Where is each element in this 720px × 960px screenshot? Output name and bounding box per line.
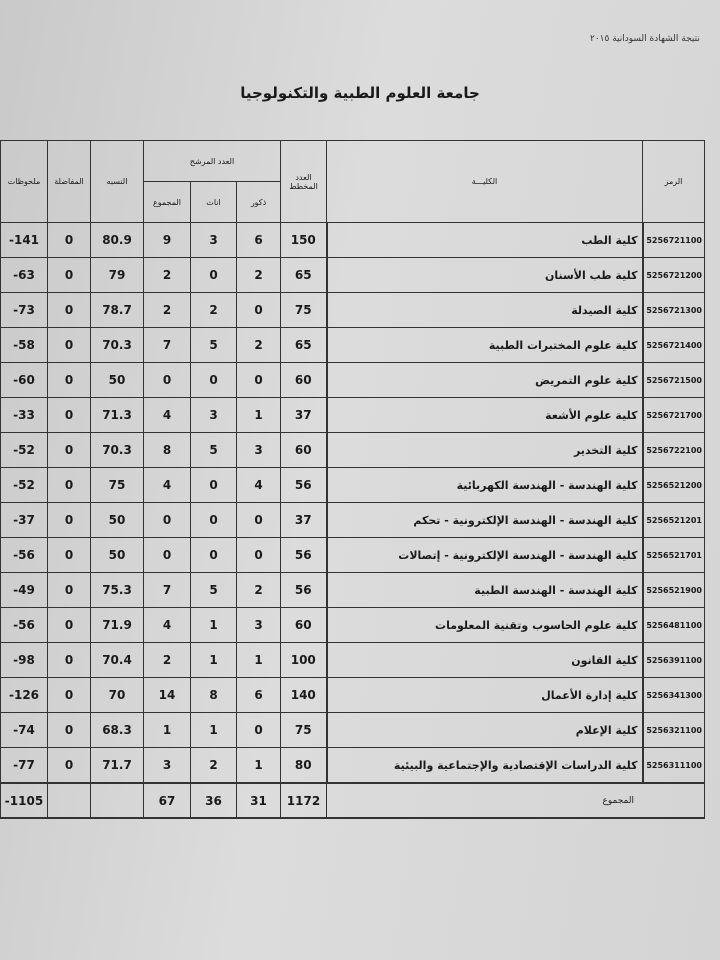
total-total: 67 <box>144 783 191 818</box>
cell-college: كلية الإعلام <box>327 713 643 748</box>
cell-female: 5 <box>191 573 237 608</box>
cell-code: 5256722100 <box>643 433 705 468</box>
cell-college: كلية الدراسات الإقتصادية والإجتماعية والبيئية <box>327 748 643 784</box>
cell-code: 5256521201 <box>643 503 705 538</box>
cell-percent: 70.3 <box>91 433 144 468</box>
cell-college: كلية طب الأسنان <box>327 258 643 293</box>
cell-tafadul: 0 <box>48 398 91 433</box>
cell-percent: 50 <box>91 363 144 398</box>
table-row <box>1 433 705 468</box>
cell-male: 0 <box>237 713 281 748</box>
cell-code: 5256321100 <box>643 713 705 748</box>
cell-code: 5256721500 <box>643 363 705 398</box>
cell-college: كلية علوم الحاسوب وتقنية المعلومات <box>327 608 643 643</box>
total-label: المجموع <box>327 783 705 818</box>
cell-percent: 78.7 <box>91 293 144 328</box>
cell-tafadul: 0 <box>48 363 91 398</box>
cell-male: 1 <box>237 748 281 784</box>
cell-male: 0 <box>237 363 281 398</box>
cell-tafadul: 0 <box>48 713 91 748</box>
cell-planned: 75 <box>281 713 327 748</box>
cell-code: 5256481100 <box>643 608 705 643</box>
cell-female: 8 <box>191 678 237 713</box>
header-nominated: العدد المرشح <box>144 141 281 182</box>
cell-planned: 75 <box>281 293 327 328</box>
cell-code: 5256721300 <box>643 293 705 328</box>
cell-notes: -126 <box>1 678 48 713</box>
cell-female: 0 <box>191 503 237 538</box>
cell-college: كلية الطب <box>327 223 643 258</box>
cell-total: 4 <box>144 608 191 643</box>
cell-percent: 79 <box>91 258 144 293</box>
cell-college: كلية إدارة الأعمال <box>327 678 643 713</box>
cell-notes: -33 <box>1 398 48 433</box>
cell-percent: 50 <box>91 538 144 573</box>
cell-total: 0 <box>144 538 191 573</box>
total-percent <box>91 783 144 818</box>
cell-female: 3 <box>191 223 237 258</box>
cell-notes: -49 <box>1 573 48 608</box>
cell-percent: 71.3 <box>91 398 144 433</box>
cell-college: كلية الهندسة - الهندسة الإلكترونية - تحكم <box>327 503 643 538</box>
cell-planned: 56 <box>281 573 327 608</box>
total-notes: -1105 <box>1 783 48 818</box>
cell-code: 5256721700 <box>643 398 705 433</box>
table-row <box>1 538 705 573</box>
cell-notes: -58 <box>1 328 48 363</box>
cell-female: 0 <box>191 538 237 573</box>
cell-male: 1 <box>237 398 281 433</box>
cell-notes: -52 <box>1 468 48 503</box>
cell-code: 5256341300 <box>643 678 705 713</box>
cell-notes: -73 <box>1 293 48 328</box>
cell-percent: 75 <box>91 468 144 503</box>
cell-planned: 37 <box>281 398 327 433</box>
table-row <box>1 363 705 398</box>
header-notes: ملحوظات <box>1 141 48 223</box>
table-row <box>1 678 705 713</box>
header-tafadul: المفاضلة <box>48 141 91 223</box>
table-row <box>1 328 705 363</box>
cell-college: كلية التخدير <box>327 433 643 468</box>
header-planned: العدد المخطط <box>281 141 327 223</box>
cell-male: 2 <box>237 573 281 608</box>
cell-total: 2 <box>144 643 191 678</box>
cell-code: 5256521900 <box>643 573 705 608</box>
cell-notes: -77 <box>1 748 48 784</box>
cell-female: 5 <box>191 433 237 468</box>
total-female: 36 <box>191 783 237 818</box>
cell-notes: -56 <box>1 538 48 573</box>
header-percent: النسبه <box>91 141 144 223</box>
cell-planned: 56 <box>281 468 327 503</box>
admissions-table <box>0 140 705 819</box>
cell-tafadul: 0 <box>48 433 91 468</box>
total-male: 31 <box>237 783 281 818</box>
header-female: اناث <box>191 182 237 223</box>
cell-tafadul: 0 <box>48 678 91 713</box>
cell-planned: 80 <box>281 748 327 784</box>
cell-total: 2 <box>144 258 191 293</box>
cell-code: 5256721100 <box>643 223 705 258</box>
cell-notes: -74 <box>1 713 48 748</box>
running-header: نتيجة الشهادة السودانية ٢٠١٥ <box>590 34 700 44</box>
cell-planned: 150 <box>281 223 327 258</box>
cell-tafadul: 0 <box>48 748 91 784</box>
cell-percent: 71.9 <box>91 608 144 643</box>
cell-notes: -141 <box>1 223 48 258</box>
table-row <box>1 503 705 538</box>
cell-tafadul: 0 <box>48 468 91 503</box>
cell-male: 3 <box>237 608 281 643</box>
cell-notes: -63 <box>1 258 48 293</box>
cell-notes: -37 <box>1 503 48 538</box>
cell-college: كلية علوم الأشعة <box>327 398 643 433</box>
cell-male: 6 <box>237 223 281 258</box>
cell-percent: 70 <box>91 678 144 713</box>
cell-total: 14 <box>144 678 191 713</box>
cell-code: 5256391100 <box>643 643 705 678</box>
table-row <box>1 608 705 643</box>
cell-total: 7 <box>144 573 191 608</box>
cell-percent: 68.3 <box>91 713 144 748</box>
cell-code: 5256721400 <box>643 328 705 363</box>
cell-planned: 65 <box>281 328 327 363</box>
cell-planned: 65 <box>281 258 327 293</box>
table-row <box>1 468 705 503</box>
cell-total: 4 <box>144 468 191 503</box>
cell-percent: 71.7 <box>91 748 144 784</box>
table-row <box>1 713 705 748</box>
cell-total: 8 <box>144 433 191 468</box>
table-row <box>1 748 705 784</box>
cell-percent: 70.3 <box>91 328 144 363</box>
cell-male: 1 <box>237 643 281 678</box>
cell-female: 2 <box>191 293 237 328</box>
cell-female: 0 <box>191 468 237 503</box>
cell-code: 5256521200 <box>643 468 705 503</box>
cell-female: 0 <box>191 258 237 293</box>
table-row <box>1 643 705 678</box>
cell-tafadul: 0 <box>48 573 91 608</box>
cell-female: 1 <box>191 713 237 748</box>
cell-planned: 140 <box>281 678 327 713</box>
cell-percent: 50 <box>91 503 144 538</box>
cell-college: كلية القانون <box>327 643 643 678</box>
cell-code: 5256521701 <box>643 538 705 573</box>
cell-planned: 56 <box>281 538 327 573</box>
table-row <box>1 573 705 608</box>
cell-total: 3 <box>144 748 191 784</box>
cell-college: كلية علوم التمريض <box>327 363 643 398</box>
cell-planned: 60 <box>281 608 327 643</box>
header-total: المجموع <box>144 182 191 223</box>
cell-college: كلية الهندسة - الهندسة الطبية <box>327 573 643 608</box>
cell-total: 0 <box>144 363 191 398</box>
cell-percent: 75.3 <box>91 573 144 608</box>
cell-code: 5256721200 <box>643 258 705 293</box>
cell-tafadul: 0 <box>48 538 91 573</box>
cell-college: كلية الهندسة - الهندسة الإلكترونية - إتصالات <box>327 538 643 573</box>
cell-percent: 80.9 <box>91 223 144 258</box>
cell-tafadul: 0 <box>48 223 91 258</box>
total-row <box>1 783 705 818</box>
cell-planned: 60 <box>281 363 327 398</box>
cell-female: 1 <box>191 608 237 643</box>
cell-total: 2 <box>144 293 191 328</box>
cell-female: 2 <box>191 748 237 784</box>
cell-female: 5 <box>191 328 237 363</box>
cell-female: 3 <box>191 398 237 433</box>
cell-male: 0 <box>237 293 281 328</box>
cell-planned: 100 <box>281 643 327 678</box>
header-code: الرمز <box>643 141 705 223</box>
table-row <box>1 398 705 433</box>
cell-male: 0 <box>237 538 281 573</box>
page-title: جامعة العلوم الطبية والتكنولوجيا <box>240 84 480 102</box>
table-row <box>1 258 705 293</box>
cell-college: كلية علوم المختبرات الطبية <box>327 328 643 363</box>
cell-tafadul: 0 <box>48 293 91 328</box>
cell-male: 2 <box>237 258 281 293</box>
cell-total: 4 <box>144 398 191 433</box>
cell-notes: -56 <box>1 608 48 643</box>
header-college: الكليـــة <box>327 141 643 223</box>
cell-male: 6 <box>237 678 281 713</box>
cell-male: 4 <box>237 468 281 503</box>
cell-tafadul: 0 <box>48 503 91 538</box>
cell-female: 0 <box>191 363 237 398</box>
cell-college: كلية الهندسة - الهندسة الكهربائية <box>327 468 643 503</box>
cell-notes: -52 <box>1 433 48 468</box>
cell-male: 2 <box>237 328 281 363</box>
cell-notes: -98 <box>1 643 48 678</box>
header-male: ذكور <box>237 182 281 223</box>
cell-total: 9 <box>144 223 191 258</box>
cell-total: 7 <box>144 328 191 363</box>
cell-tafadul: 0 <box>48 258 91 293</box>
cell-total: 0 <box>144 503 191 538</box>
cell-tafadul: 0 <box>48 328 91 363</box>
cell-notes: -60 <box>1 363 48 398</box>
cell-code: 5256311100 <box>643 748 705 784</box>
cell-male: 3 <box>237 433 281 468</box>
total-planned: 1172 <box>281 783 327 818</box>
total-tafadul <box>48 783 91 818</box>
cell-total: 1 <box>144 713 191 748</box>
cell-planned: 37 <box>281 503 327 538</box>
cell-tafadul: 0 <box>48 608 91 643</box>
cell-female: 1 <box>191 643 237 678</box>
table-row <box>1 223 705 258</box>
cell-male: 0 <box>237 503 281 538</box>
cell-tafadul: 0 <box>48 643 91 678</box>
cell-percent: 70.4 <box>91 643 144 678</box>
cell-college: كلية الصيدلة <box>327 293 643 328</box>
cell-planned: 60 <box>281 433 327 468</box>
table-row <box>1 293 705 328</box>
